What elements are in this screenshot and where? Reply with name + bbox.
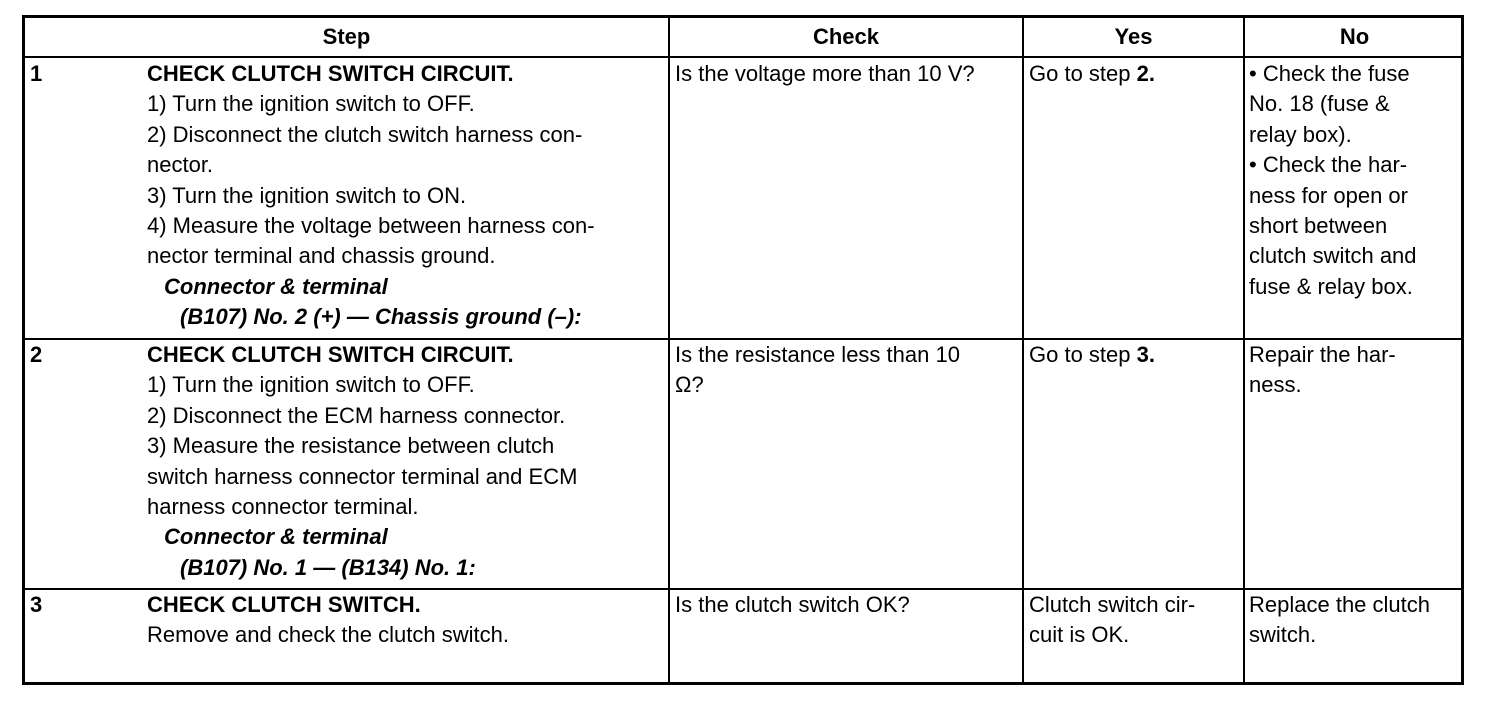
header-divider: [25, 56, 1461, 58]
no-line: switch.: [1249, 622, 1317, 648]
instruction-line: harness connector terminal.: [147, 494, 419, 520]
instruction-line: switch harness connector terminal and ECM: [147, 463, 578, 489]
yes-action: [1029, 590, 1195, 651]
step-number: 3: [30, 592, 43, 617]
instruction-line: Remove and check the clutch switch.: [147, 622, 509, 648]
header-no: No: [1339, 24, 1370, 49]
instruction-line: nector.: [147, 152, 214, 178]
yes-action: [1029, 340, 1155, 370]
connector-terminal: (B107) No. 1 — (B134) No. 1:: [180, 554, 476, 580]
no-line: • Check the fuse: [1249, 61, 1410, 86]
step-title: CHECK CLUTCH SWITCH CIRCUIT.: [147, 342, 514, 367]
step-title: CHECK CLUTCH SWITCH CIRCUIT.: [147, 61, 514, 86]
check-line: Is the voltage more than 10 V?: [675, 61, 975, 86]
instruction-line: 3) Turn the ignition switch to ON.: [147, 182, 467, 208]
step-number: 1: [30, 61, 43, 86]
step-title: CHECK CLUTCH SWITCH.: [147, 592, 421, 617]
no-line: ness.: [1249, 372, 1302, 398]
check-line: Ω?: [675, 372, 704, 398]
header-yes: Yes: [1114, 24, 1153, 49]
step-instructions: [147, 340, 577, 583]
instruction-line: nector terminal and chassis ground.: [147, 243, 496, 269]
yes-action: [1029, 59, 1155, 89]
yes-prefix: Go to step: [1029, 61, 1137, 86]
yes-line: cuit is OK.: [1029, 622, 1130, 648]
header-step: Step: [322, 24, 371, 49]
yes-prefix: Go to step: [1029, 342, 1137, 367]
column-divider: [1022, 18, 1024, 682]
column-divider: [1243, 18, 1245, 682]
yes-line: Clutch switch cir-: [1029, 592, 1196, 617]
yes-suffix: .: [1148, 61, 1155, 86]
check-question: [675, 340, 960, 401]
connector-label: Connector & terminal: [164, 273, 388, 299]
no-line: relay box).: [1249, 121, 1352, 147]
yes-suffix: .: [1148, 342, 1155, 367]
no-line: fuse & relay box.: [1249, 273, 1413, 299]
no-line: Replace the clutch: [1249, 592, 1430, 617]
step-number: 2: [30, 342, 43, 367]
no-action: [1249, 59, 1417, 302]
check-question: [675, 590, 910, 620]
no-action: [1249, 590, 1430, 651]
yes-step-number: 2: [1136, 61, 1149, 86]
no-line: short between: [1249, 213, 1388, 239]
instruction-line: 2) Disconnect the clutch switch harness con-: [147, 121, 583, 147]
instruction-line: 2) Disconnect the ECM harness connector.: [147, 402, 566, 428]
no-line: clutch switch and: [1249, 243, 1417, 269]
check-question: [675, 59, 975, 89]
no-action: [1249, 340, 1396, 401]
no-line: ness for open or: [1249, 182, 1408, 208]
column-divider: [668, 18, 670, 682]
no-line: • Check the har-: [1249, 152, 1408, 178]
check-line: Is the resistance less than 10: [675, 342, 960, 367]
instruction-line: 1) Turn the ignition switch to OFF.: [147, 91, 475, 117]
instruction-line: 3) Measure the resistance between clutch: [147, 433, 555, 459]
no-line: No. 18 (fuse &: [1249, 91, 1390, 117]
instruction-line: 4) Measure the voltage between harness con-: [147, 213, 595, 239]
header-check: Check: [812, 24, 880, 49]
instruction-line: 1) Turn the ignition switch to OFF.: [147, 372, 475, 398]
no-line: Repair the har-: [1249, 342, 1396, 367]
diagnostic-table: [22, 15, 1464, 685]
connector-terminal: (B107) No. 2 (+) — Chassis ground (–):: [180, 304, 582, 330]
step-instructions: [147, 590, 509, 651]
check-line: Is the clutch switch OK?: [675, 592, 910, 617]
yes-step-number: 3: [1136, 342, 1149, 367]
connector-label: Connector & terminal: [164, 524, 388, 550]
step-instructions: [147, 59, 595, 333]
